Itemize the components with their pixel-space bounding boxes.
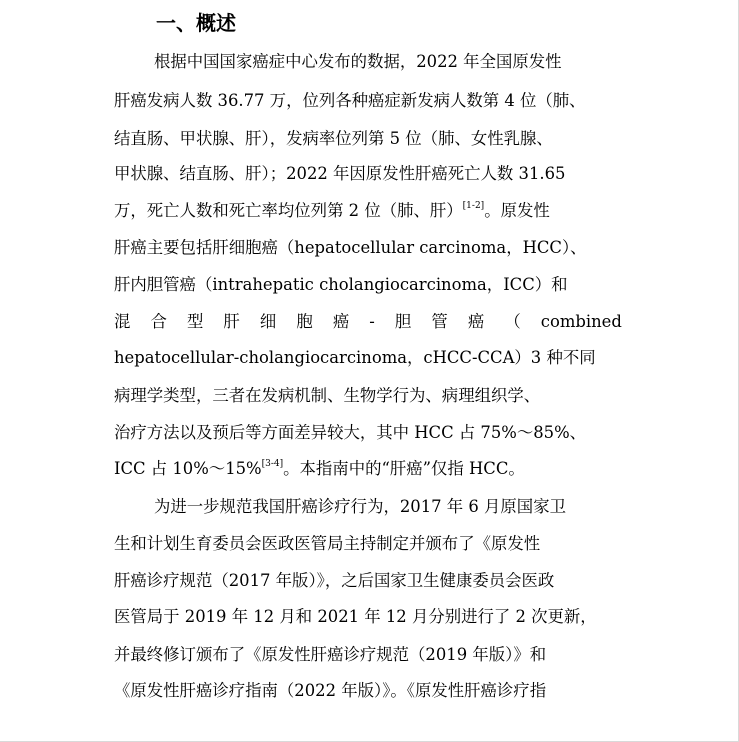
paragraph1-line9: hepatocellular-cholangiocarcinoma，cHCC-CCA）3 种不同 — [114, 348, 596, 367]
line8-token: 合 — [150, 312, 167, 331]
paragraph2-line2: 生和计划生育委员会医政医管局主持制定并颁布了《原发性 — [114, 534, 541, 553]
paragraph1-line2: 肝癌发病人数 36.77 万，位列各种癌症新发病人数第 4 位（肺、 — [114, 91, 586, 110]
paragraph1-line5 — [114, 199, 550, 223]
line8-token: 细 — [259, 312, 277, 331]
paragraph2-line1: 为进一步规范我国肝癌诊疗行为，2017 年 6 月原国家卫 — [154, 497, 566, 516]
paragraph1-line3: 结直肠、甲状腺、肝），发病率位列第 5 位（肺、女性乳腺、 — [114, 129, 553, 148]
paragraph2-line5: 并最终修订颁布了《原发性肝癌诊疗规范（2019 年版）》和 — [114, 645, 547, 664]
paragraph1-line1: 根据中国国家癌症中心发布的数据，2022 年全国原发性 — [154, 52, 562, 71]
paragraph1-line4: 甲状腺、结直肠、肝）；2022 年因原发性肝癌死亡人数 31.65 — [114, 164, 566, 183]
paragraph1-line12-text-end: 。本指南中的“肝癌”仅指 HCC。 — [283, 459, 525, 478]
line8-token: 肝 — [223, 312, 240, 331]
paragraph1-line5-text: 万，死亡人数和死亡率均位列第 2 位（肺、肝） — [114, 201, 463, 220]
line8-token: 型 — [186, 312, 204, 331]
paragraph1-line5-text-end: 。原发性 — [484, 201, 550, 220]
paragraph1-line8 — [114, 310, 622, 334]
line8-token: 胆 — [394, 312, 412, 331]
paragraph1-line12-text: ICC 占 10%～15% — [114, 459, 262, 478]
paragraph1-line12 — [114, 457, 525, 481]
line8-token: combined — [540, 312, 622, 331]
paragraph1-line10: 病理学类型，三者在发病机制、生物学行为、病理组织学、 — [114, 386, 541, 405]
line8-token: （ — [504, 312, 521, 331]
line8-token: 癌 — [332, 312, 350, 331]
paragraph1-line6: 肝癌主要包括肝细胞癌（hepatocellular carcinoma，HCC）、 — [114, 238, 587, 257]
paragraph2-line4: 医管局于 2019 年 12 月和 2021 年 12 月分别进行了 2 次更新， — [114, 607, 597, 626]
paragraph2-line6: 《原发性肝癌诊疗指南（2022 年版）》。《原发性肝癌诊疗指 — [114, 681, 547, 700]
line8-token: 癌 — [467, 312, 485, 331]
citation-reference: [3-4] — [261, 459, 284, 469]
paragraph1-line7: 肝内胆管癌（intrahepatic cholangiocarcinoma，ICC）和 — [114, 275, 568, 294]
line8-token: 管 — [431, 312, 448, 331]
line8-token: 胞 — [296, 312, 313, 331]
paragraph1-line11: 治疗方法以及预后等方面差异较大，其中 HCC 占 75%～85%、 — [114, 423, 587, 442]
line8-token: - — [369, 312, 375, 331]
citation-reference: [1-2] — [462, 201, 485, 211]
section-heading: 一、概述 — [156, 11, 236, 35]
paragraph2-line3: 肝癌诊疗规范（2017 年版）》，之后国家卫生健康委员会医政 — [114, 571, 555, 590]
line8-token: 混 — [114, 312, 131, 331]
